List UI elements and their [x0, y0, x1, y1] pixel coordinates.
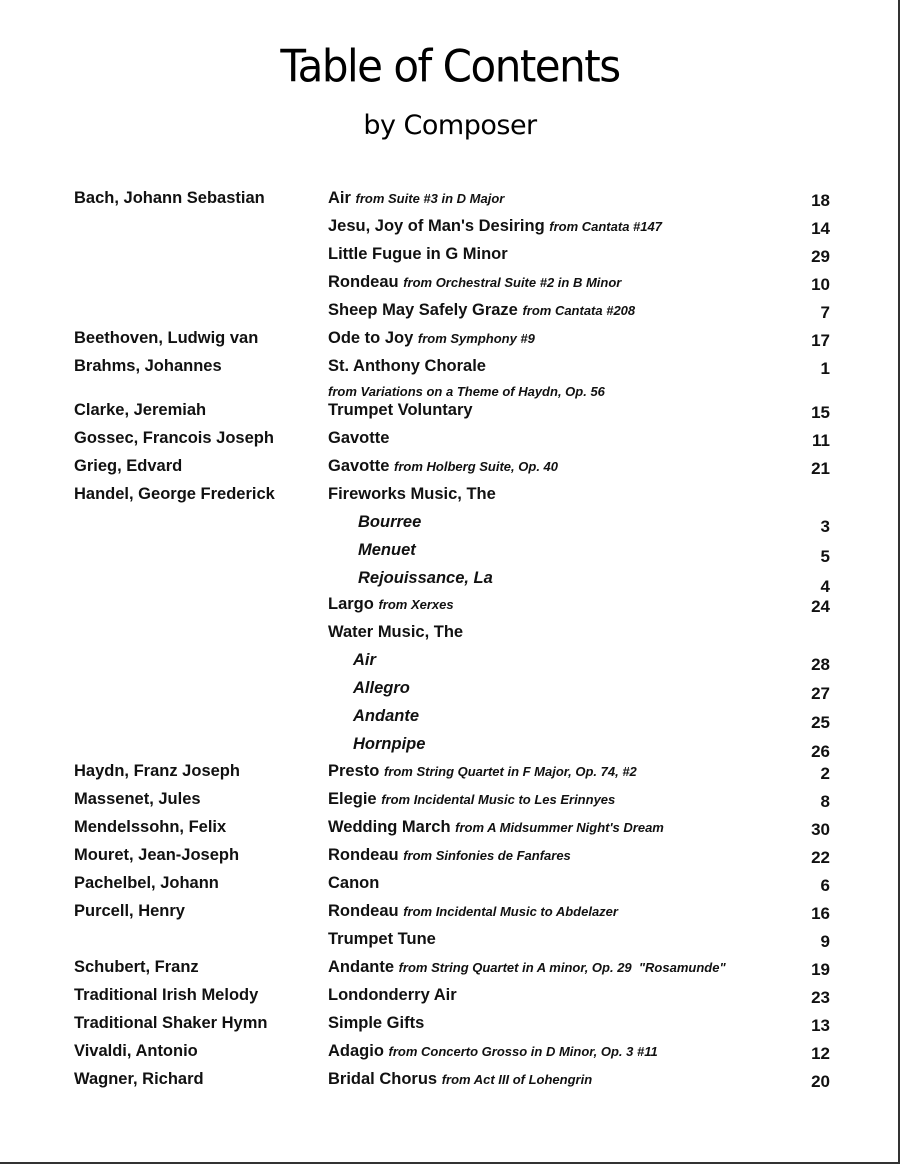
composer-name: Pachelbel, Johann: [74, 874, 219, 892]
composer-name: Traditional Shaker Hymn: [74, 1014, 268, 1032]
movement-title: Air: [353, 651, 376, 669]
toc-row: [0, 541, 900, 566]
work-title: Sheep May Safely Graze from Cantata #208: [328, 301, 636, 319]
page-title: Table of Contents: [280, 40, 620, 93]
composer-name: Traditional Irish Melody: [74, 986, 259, 1004]
toc-row: [0, 217, 900, 239]
work-note: from Symphony #9: [417, 331, 535, 346]
work-title: Rondeau from Orchestral Suite #2 in B Minor: [328, 273, 622, 291]
toc-row: [0, 457, 900, 479]
work-note: from Act III of Lohengrin: [441, 1072, 593, 1087]
page-number: 3: [820, 517, 830, 536]
composer-name: Wagner, Richard: [74, 1070, 204, 1088]
work-note: from Sinfonies de Fanfares: [403, 848, 571, 863]
page-number: 5: [820, 547, 830, 566]
work-title: Elegie from Incidental Music to Les Erinnyes: [328, 790, 616, 808]
toc-row: [0, 1042, 900, 1064]
work-title: Gavotte from Holberg Suite, Op. 40: [328, 457, 558, 475]
page-number: 22: [811, 848, 830, 867]
toc-row: [0, 902, 900, 924]
toc-row: [0, 986, 900, 1008]
work-title: Canon: [328, 874, 380, 892]
page-number: 4: [820, 577, 830, 596]
work-title: Fireworks Music, The: [328, 485, 496, 503]
page-number: 11: [812, 431, 830, 450]
work-title: Largo from Xerxes: [328, 595, 454, 613]
work-note: from Orchestral Suite #2 in B Minor: [403, 275, 622, 290]
page-number: 20: [811, 1072, 830, 1091]
work-title: Adagio from Concerto Grosso in D Minor, Op. 3 #11: [328, 1042, 658, 1060]
work-note: from Suite #3 in D Major: [355, 191, 505, 206]
work-title: Wedding March from A Midsummer Night's Dream: [328, 818, 664, 836]
composer-name: Handel, George Frederick: [74, 485, 275, 503]
toc-row: [0, 846, 900, 868]
page-number: 27: [811, 684, 830, 703]
composer-name: Bach, Johann Sebastian: [74, 189, 265, 207]
movement-title: Menuet: [358, 541, 416, 559]
work-title: Ode to Joy from Symphony #9: [328, 329, 535, 347]
page-number: 2: [820, 764, 830, 783]
work-title: Simple Gifts: [328, 1014, 425, 1032]
toc-row: [0, 189, 900, 211]
page-number: 9: [820, 932, 830, 951]
toc-row: [0, 623, 900, 645]
toc-row: [0, 1014, 900, 1036]
page-number: 24: [811, 597, 830, 616]
composer-name: Vivaldi, Antonio: [74, 1042, 198, 1060]
toc-row: [0, 245, 900, 267]
page-number: 26: [811, 742, 830, 761]
work-title: Presto from String Quartet in F Major, Op. 74, #2: [328, 762, 637, 780]
toc-row: [0, 651, 900, 673]
page-number: 15: [811, 403, 830, 422]
composer-name: Haydn, Franz Joseph: [74, 762, 240, 780]
movement-title: Andante: [353, 707, 419, 725]
toc-row: [0, 707, 900, 732]
movement-title: Bourree: [358, 513, 422, 531]
toc-row: [0, 401, 900, 423]
page-number: 10: [811, 275, 830, 294]
movement-title: Hornpipe: [353, 735, 426, 753]
toc-row: [0, 735, 900, 761]
movement-title: Allegro: [353, 679, 410, 697]
toc-row: [0, 790, 900, 812]
toc-row: [0, 679, 900, 701]
work-title: Gavotte: [328, 429, 390, 447]
page-number: 14: [811, 219, 830, 238]
toc-row: [0, 301, 900, 323]
composer-name: Schubert, Franz: [74, 958, 199, 976]
toc-row: [0, 273, 900, 295]
work-title: St. Anthony Chorale: [328, 357, 486, 375]
page-number: 7: [820, 303, 830, 322]
page-number: 13: [811, 1016, 830, 1035]
page-number: 16: [811, 904, 830, 923]
work-note: from Concerto Grosso in D Minor, Op. 3 #11: [388, 1044, 658, 1059]
page-number: 17: [811, 331, 830, 350]
page-number: 23: [811, 988, 830, 1007]
work-note: from Cantata #147: [549, 219, 662, 234]
work-title: Water Music, The: [328, 623, 464, 641]
toc-row: [0, 329, 900, 351]
page-number: 25: [811, 713, 830, 732]
toc-row: [0, 595, 900, 617]
composer-name: Mendelssohn, Felix: [74, 818, 227, 836]
toc-row: [0, 818, 900, 840]
toc-row: [0, 930, 900, 952]
toc-row: [0, 958, 900, 980]
work-title: Londonderry Air: [328, 986, 457, 1004]
work-title: Bridal Chorus from Act III of Lohengrin: [328, 1070, 593, 1088]
toc-row: [0, 1070, 900, 1092]
page-number: 29: [811, 247, 830, 266]
toc-row: [0, 762, 900, 784]
work-note: from Incidental Music to Abdelazer: [403, 904, 618, 919]
composer-name: Brahms, Johannes: [74, 357, 222, 375]
toc-row: [0, 357, 900, 379]
page-number: 21: [811, 459, 830, 478]
page-number: 19: [811, 960, 830, 979]
work-title: Andante from String Quartet in A minor, Op. 29 "Rosamunde": [328, 958, 726, 976]
composer-name: Massenet, Jules: [74, 790, 201, 808]
toc-row: [0, 429, 900, 451]
page-number: 6: [820, 876, 830, 895]
work-note: from Variations on a Theme of Haydn, Op. 56: [328, 384, 605, 399]
toc-row: [0, 513, 900, 535]
work-note: from A Midsummer Night's Dream: [455, 820, 664, 835]
toc-row: [0, 485, 900, 507]
work-title: Trumpet Tune: [328, 930, 436, 948]
work-title: Air from Suite #3 in D Major: [328, 189, 505, 207]
toc-row: [0, 569, 900, 596]
composer-name: Mouret, Jean-Joseph: [74, 846, 240, 864]
work-note: from Xerxes: [378, 597, 454, 612]
composer-name: Clarke, Jeremiah: [74, 401, 207, 419]
movement-title: Rejouissance, La: [358, 569, 493, 587]
page-number: 1: [820, 359, 830, 378]
page-number: 30: [811, 820, 830, 839]
toc-row: [0, 874, 900, 896]
work-note: from Cantata #208: [522, 303, 636, 318]
work-title: Jesu, Joy of Man's Desiring from Cantata #147: [328, 217, 662, 235]
composer-name: Grieg, Edvard: [74, 457, 183, 475]
work-note: from Holberg Suite, Op. 40: [394, 459, 558, 474]
work-note: from String Quartet in A minor, Op. 29 "Rosamunde": [398, 960, 726, 975]
page-number: 8: [820, 792, 830, 811]
page-number: 18: [811, 191, 830, 210]
composer-name: Gossec, Francois Joseph: [74, 429, 274, 447]
work-title: Trumpet Voluntary: [328, 401, 473, 419]
work-note: from Incidental Music to Les Erinnyes: [381, 792, 616, 807]
page-number: 28: [811, 655, 830, 674]
page-subtitle: by Composer: [363, 110, 537, 141]
work-title: Rondeau from Incidental Music to Abdelazer: [328, 902, 618, 920]
work-title: Little Fugue in G Minor: [328, 245, 508, 263]
work-note: from String Quartet in F Major, Op. 74, #2: [383, 764, 637, 779]
work-title: Rondeau from Sinfonies de Fanfares: [328, 846, 571, 864]
composer-name: Purcell, Henry: [74, 902, 185, 920]
composer-name: Beethoven, Ludwig van: [74, 329, 259, 347]
page-number: 12: [811, 1044, 830, 1063]
